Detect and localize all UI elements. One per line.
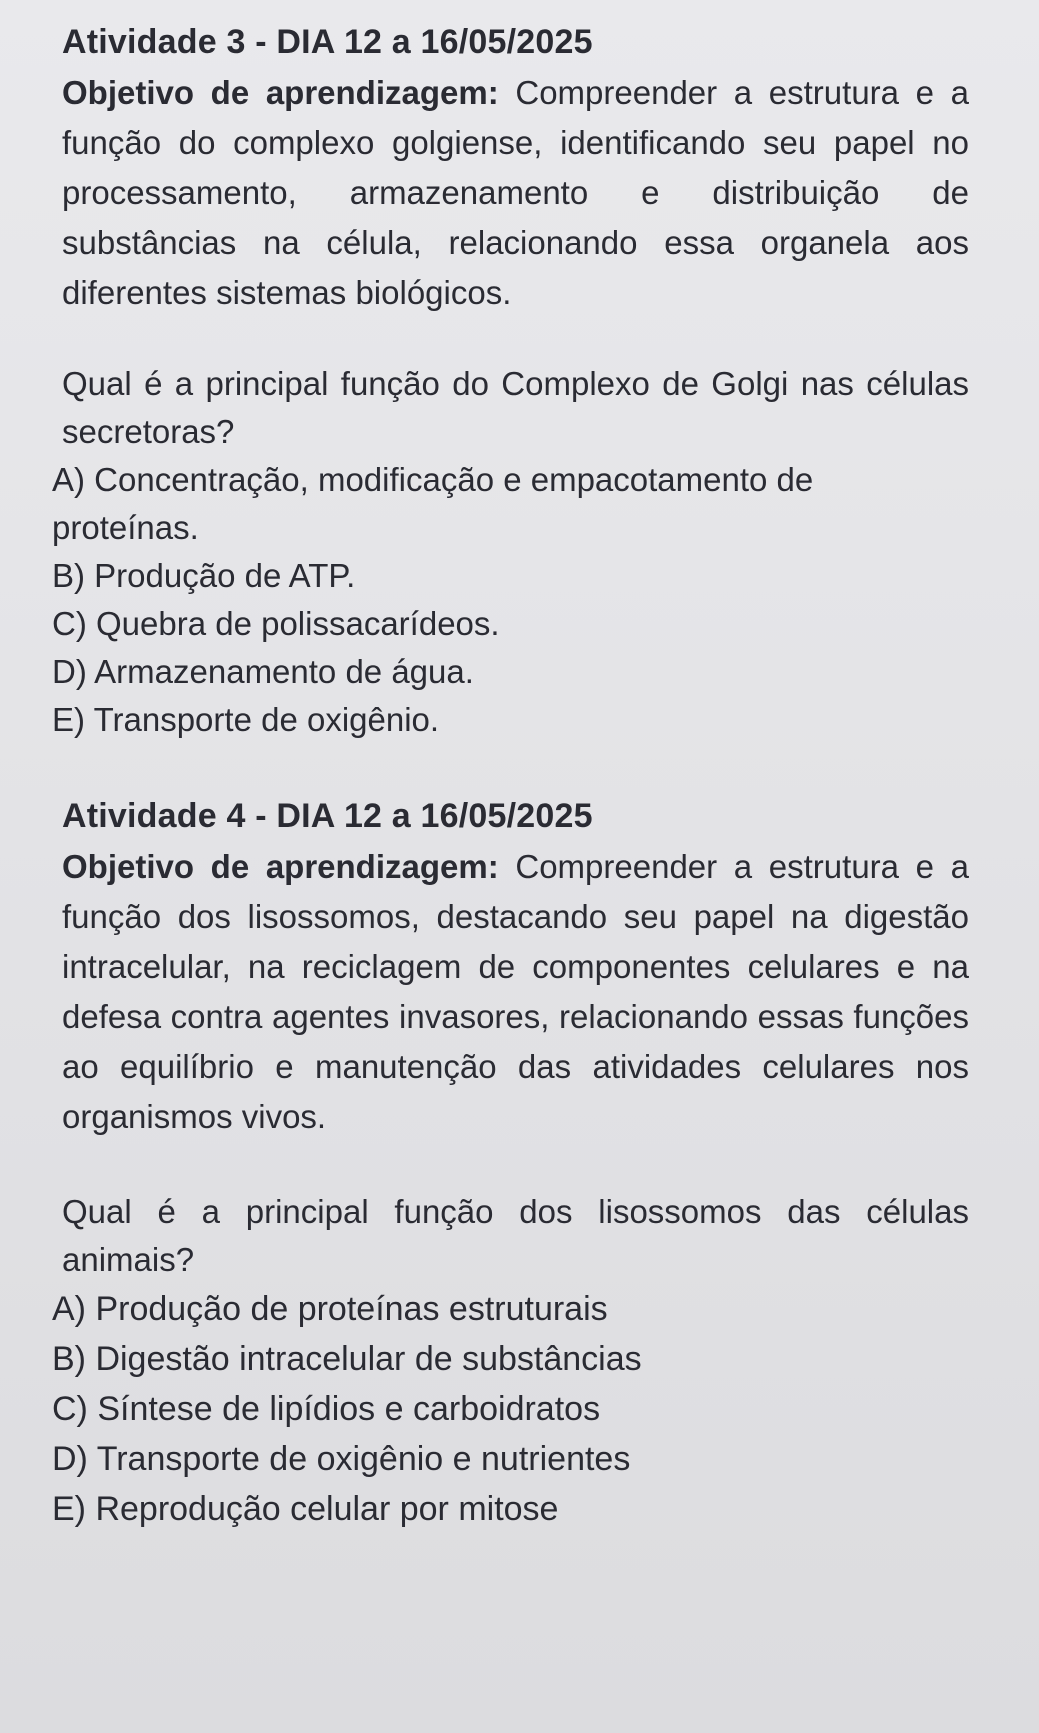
activity-4-objective-text: Compreender a estrutura e a função dos lisossomos, destacando seu papel na digestão intracelular, na reciclagem de componentes celulares e na defesa contra agentes invasores, relacionando essas funções ao equilíbrio e manutenção das atividades celulares nos organismos vivos.	[62, 848, 970, 1135]
activity-3-option-c[interactable]: C) Quebra de polissacarídeos.	[52, 605, 500, 642]
activity-4-question: Qual é a principal função dos lisossomos das células animais?	[62, 1193, 969, 1278]
activity-3-question: Qual é a principal função do Complexo de Golgi nas células secretoras?	[62, 365, 969, 450]
activity-4-options	[48, 1284, 969, 1534]
activity-3-title: Atividade 3 - DIA 12 a 16/05/2025	[62, 23, 593, 61]
activity-3-option-a[interactable]: A) Concentração, modificação e empacotamento de proteínas.	[52, 461, 814, 546]
activity-4-objective-lead: Objetivo de aprendizagem:	[62, 848, 499, 885]
activity-3-option-d[interactable]: D) Armazenamento de água.	[52, 653, 474, 690]
activity-3-options	[48, 456, 969, 744]
activity-3-objective-lead: Objetivo de aprendizagem:	[62, 74, 499, 111]
activity-4-option-e[interactable]: E) Reprodução celular por mitose	[52, 1490, 559, 1528]
activity-4-option-c[interactable]: C) Síntese de lipídios e carboidratos	[52, 1390, 601, 1428]
activity-4-option-a[interactable]: A) Produção de proteínas estruturais	[52, 1290, 608, 1328]
activity-3-option-e[interactable]: E) Transporte de oxigênio.	[52, 701, 440, 738]
activity-4-option-b[interactable]: B) Digestão intracelular de substâncias	[52, 1340, 642, 1378]
activity-4-objective	[62, 842, 969, 1142]
activity-3-objective-text: Compreender a estrutura e a função do complexo golgiense, identificando seu papel no processamento, armazenamento e distribuição de substâncias na célula, relacionando essa organela aos diferentes sistemas biológicos.	[62, 74, 970, 311]
activity-3-option-b[interactable]: B) Produção de ATP.	[52, 557, 356, 594]
activity-4-option-d[interactable]: D) Transporte de oxigênio e nutrientes	[52, 1440, 631, 1478]
activity-4	[48, 792, 969, 1534]
activity-3-objective	[62, 68, 969, 318]
activity-4-title: Atividade 4 - DIA 12 a 16/05/2025	[62, 797, 593, 835]
activity-3	[48, 18, 969, 744]
